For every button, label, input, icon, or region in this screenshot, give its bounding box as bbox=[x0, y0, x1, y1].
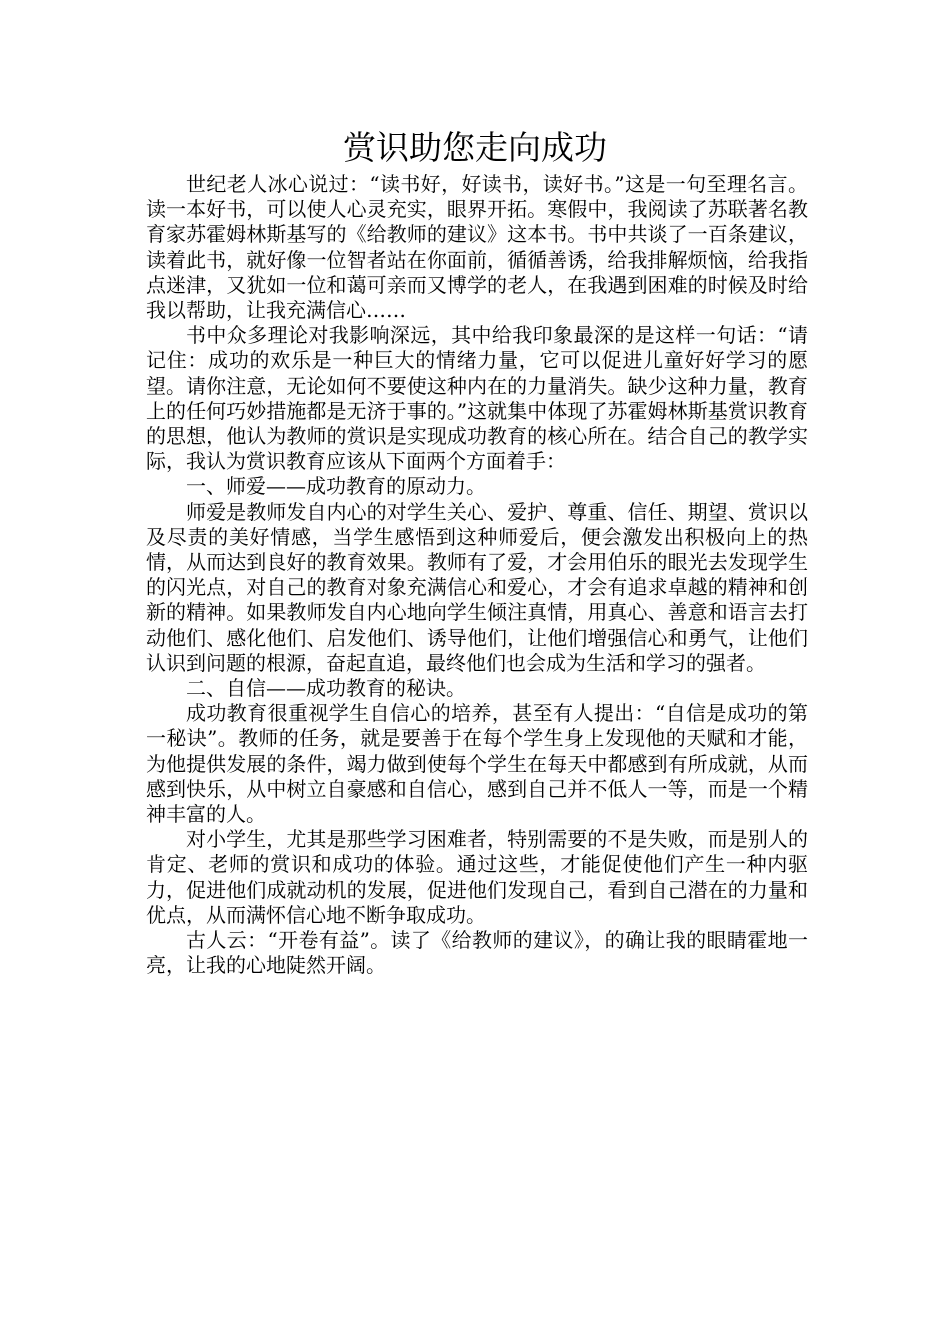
document-title: 赏识助您走向成功 bbox=[343, 128, 607, 167]
paragraph-conclusion: 古人云：“开卷有益”。读了《给教师的建议》，的确让我的眼睛霍地一亮，让我的心地陡然开阔。 bbox=[146, 928, 808, 978]
paragraph-intro: 世纪老人冰心说过：“读书好，好读书，读好书。”这是一句至理名言。读一本好书，可以使人心灵充实，眼界开拓。寒假中，我阅读了苏联著名教育家苏霍姆林斯基写的《给教师的建议》这本书。书中共谈了一百条建议，读着此书，就好像一位智者站在你面前，循循善诱，给我排解烦恼，给我指点迷津，又犹如一位和蔼可亲而又博学的老人，在我遇到困难的时候及时给我以帮助，让我充满信心…… bbox=[146, 172, 808, 323]
paragraph-quote: 书中众多理论对我影响深远，其中给我印象最深的是这样一句话：“请记住：成功的欢乐是一种巨大的情绪力量，它可以促进儿童好好学习的愿望。请你注意，无论如何不要使这种内在的力量消失。缺少这种力量，教育上的任何巧妙措施都是无济于事的。”这就集中体现了苏霍姆林斯基赏识教育的思想，他认为教师的赏识是实现成功教育的核心所在。结合自己的教学实际，我认为赏识教育应该从下面两个方面着手： bbox=[146, 323, 808, 474]
section-heading-confidence: 二、自信——成功教育的秘诀。 bbox=[186, 676, 466, 701]
paragraph-pupils: 对小学生，尤其是那些学习困难者，特别需要的不是失败，而是别人的肯定、老师的赏识和成功的体验。通过这些，才能促使他们产生一种内驱力，促进他们成就动机的发展，促进他们发现自己，看到自己潜在的力量和优点，从而满怀信心地不断争取成功。 bbox=[146, 827, 808, 927]
document-body bbox=[146, 172, 808, 979]
paragraph-confidence: 成功教育很重视学生自信心的培养，甚至有人提出：“自信是成功的第一秘诀”。教师的任务，就是要善于在每个学生身上发现他的天赋和才能，为他提供发展的条件，竭力做到使每个学生在每天中都感到有所成就，从而感到快乐，从中树立自豪感和自信心，感到自己并不低人一等，而是一个精神丰富的人。 bbox=[146, 701, 808, 827]
section-heading-teacher-love: 一、师爱——成功教育的原动力。 bbox=[186, 474, 486, 499]
paragraph-teacher-love: 师爱是教师发自内心的对学生关心、爱护、尊重、信任、期望、赏识以及尽责的美好情感，当学生感悟到这种师爱后，便会激发出积极向上的热情，从而达到良好的教育效果。教师有了爱，才会用伯乐的眼光去发现学生的闪光点，对自己的教育对象充满信心和爱心，才会有追求卓越的精神和创新的精神。如果教师发自内心地向学生倾注真情，用真心、善意和语言去打动他们、感化他们、启发他们、诱导他们，让他们增强信心和勇气，让他们认识到问题的根源，奋起直追，最终他们也会成为生活和学习的强者。 bbox=[146, 499, 808, 675]
